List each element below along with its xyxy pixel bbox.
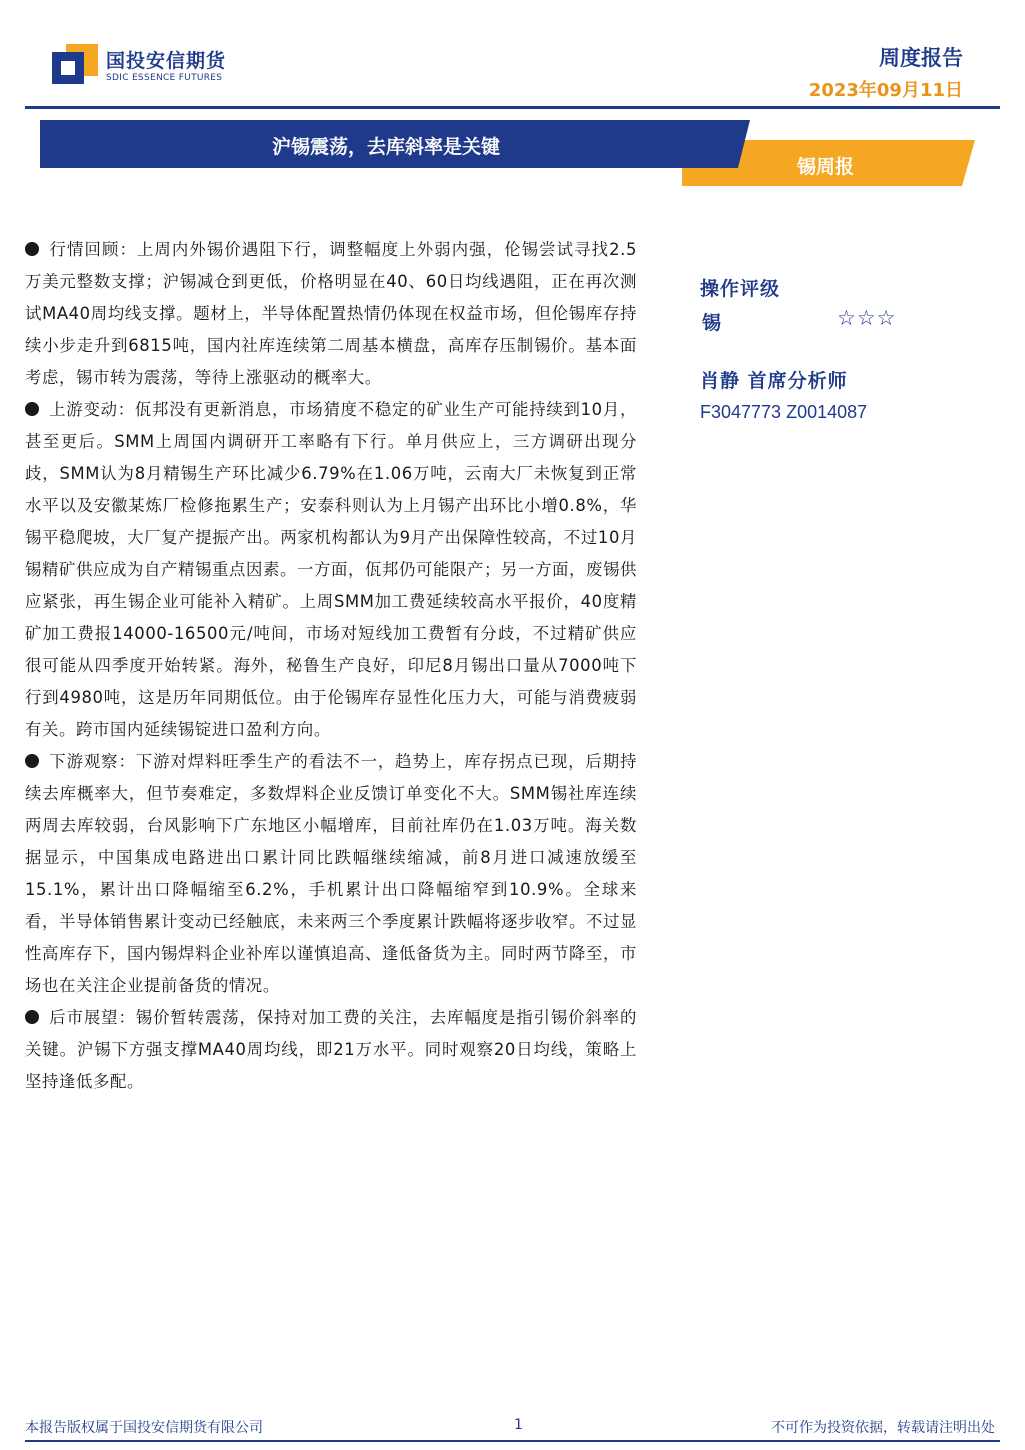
bullet-icon <box>25 754 39 768</box>
report-title: 沪锡震荡，去库斜率是关键 <box>272 136 501 158</box>
rating-stars-icon: ☆☆☆ <box>837 306 897 330</box>
footer-copyright: 本报告版权属于国投安信期货有限公司 <box>25 1420 263 1436</box>
company-name-en: SDIC ESSENCE FUTURES <box>106 73 223 83</box>
bullet-icon <box>25 242 39 256</box>
rating-title: 操作评级 <box>700 278 781 300</box>
bullet-icon <box>25 1010 39 1024</box>
report-tag: 锡周报 <box>797 156 855 178</box>
paragraph-downstream: 下游观察：下游对焊料旺季生产的看法不一，趋势上，库存拐点已现，后期持续去库概率大，但节奏难定，多数焊料企业反馈订单变化不大。SMM锡社库连续两周去库较弱，台风影响下广东地区小幅增库，目前社库仍在1.03万吨。海关数据显示，中国集成电路进出口累计同比跌幅继续缩减，前8月进口减速放缓至15.1%，累计出口降幅缩至6.2%，手机累计出口降幅缩窄到10.9%。全球来看，半导体销售累计变动已经触底，未来两三个季度累计跌幅将逐步收窄。不过显性高库存下，国内锡焊料企业补库以谨慎追高、逢低备货为主。同时两节降至，市场也在关注企业提前备货的情况。 <box>25 752 637 995</box>
report-date: 2023年09月11日 <box>808 80 963 101</box>
analyst-name: 肖静 首席分析师 <box>700 370 848 392</box>
company-logo <box>52 40 242 88</box>
rating-item: 锡 <box>702 312 722 334</box>
report-body <box>25 234 637 1098</box>
paragraph-outlook: 后市展望：锡价暂转震荡，保持对加工费的关注，去库幅度是指引锡价斜率的关键。沪锡下方强支撑MA40周均线，即21万水平。同时观察20日均线，策略上坚持逢低多配。 <box>25 1008 637 1091</box>
footer-divider <box>25 1440 1000 1442</box>
footer-disclaimer: 不可作为投资依据，转载请注明出处 <box>771 1420 995 1436</box>
logo-mark-icon <box>52 44 98 84</box>
report-type: 周度报告 <box>879 46 963 70</box>
company-name-cn: 国投安信期货 <box>106 50 227 72</box>
page-number: 1 <box>514 1417 523 1433</box>
analyst-license: F3047773 Z0014087 <box>700 402 868 422</box>
paragraph-market-review: 行情回顾：上周内外锡价遇阻下行，调整幅度上外弱内强，伦锡尝试寻找2.5万美元整数支撑；沪锡减仓到更低，价格明显在40、60日均线遇阻，正在再次测试MA40周均线支撑。题材上，半导体配置热情仍体现在权益市场，但伦锡库存持续小步走升到6815吨，国内社库连续第二周基本横盘，高库存压制锡价。基本面考虑，锡市转为震荡，等待上涨驱动的概率大。 <box>25 240 637 387</box>
bullet-icon <box>25 402 39 416</box>
title-banner <box>0 118 1025 193</box>
header-divider <box>25 106 1000 109</box>
paragraph-upstream: 上游变动：佤邦没有更新消息，市场猜度不稳定的矿业生产可能持续到10月，甚至更后。SMM上周国内调研开工率略有下行。单月供应上，三方调研出现分歧，SMM认为8月精锡生产环比减少6.79%在1.06万吨，云南大厂未恢复到正常水平以及安徽某炼厂检修拖累生产；安泰科则认为上月锡产出环比小增0.8%，华锡平稳爬坡，大厂复产提振产出。两家机构都认为9月产出保障性较高，不过10月锡精矿供应成为自产精锡重点因素。一方面，佤邦仍可能限产；另一方面，废锡供应紧张，再生锡企业可能补入精矿。上周SMM加工费延续较高水平报价，40度精矿加工费报14000-16500元/吨间，市场对短线加工费暂有分歧，不过精矿供应很可能从四季度开始转紧。海外，秘鲁生产良好，印尼8月锡出口量从7000吨下行到4980吨，这是历年同期低位。由于伦锡库存显性化压力大，可能与消费疲弱有关。跨市国内延续锡锭进口盈利方向。 <box>25 400 637 739</box>
